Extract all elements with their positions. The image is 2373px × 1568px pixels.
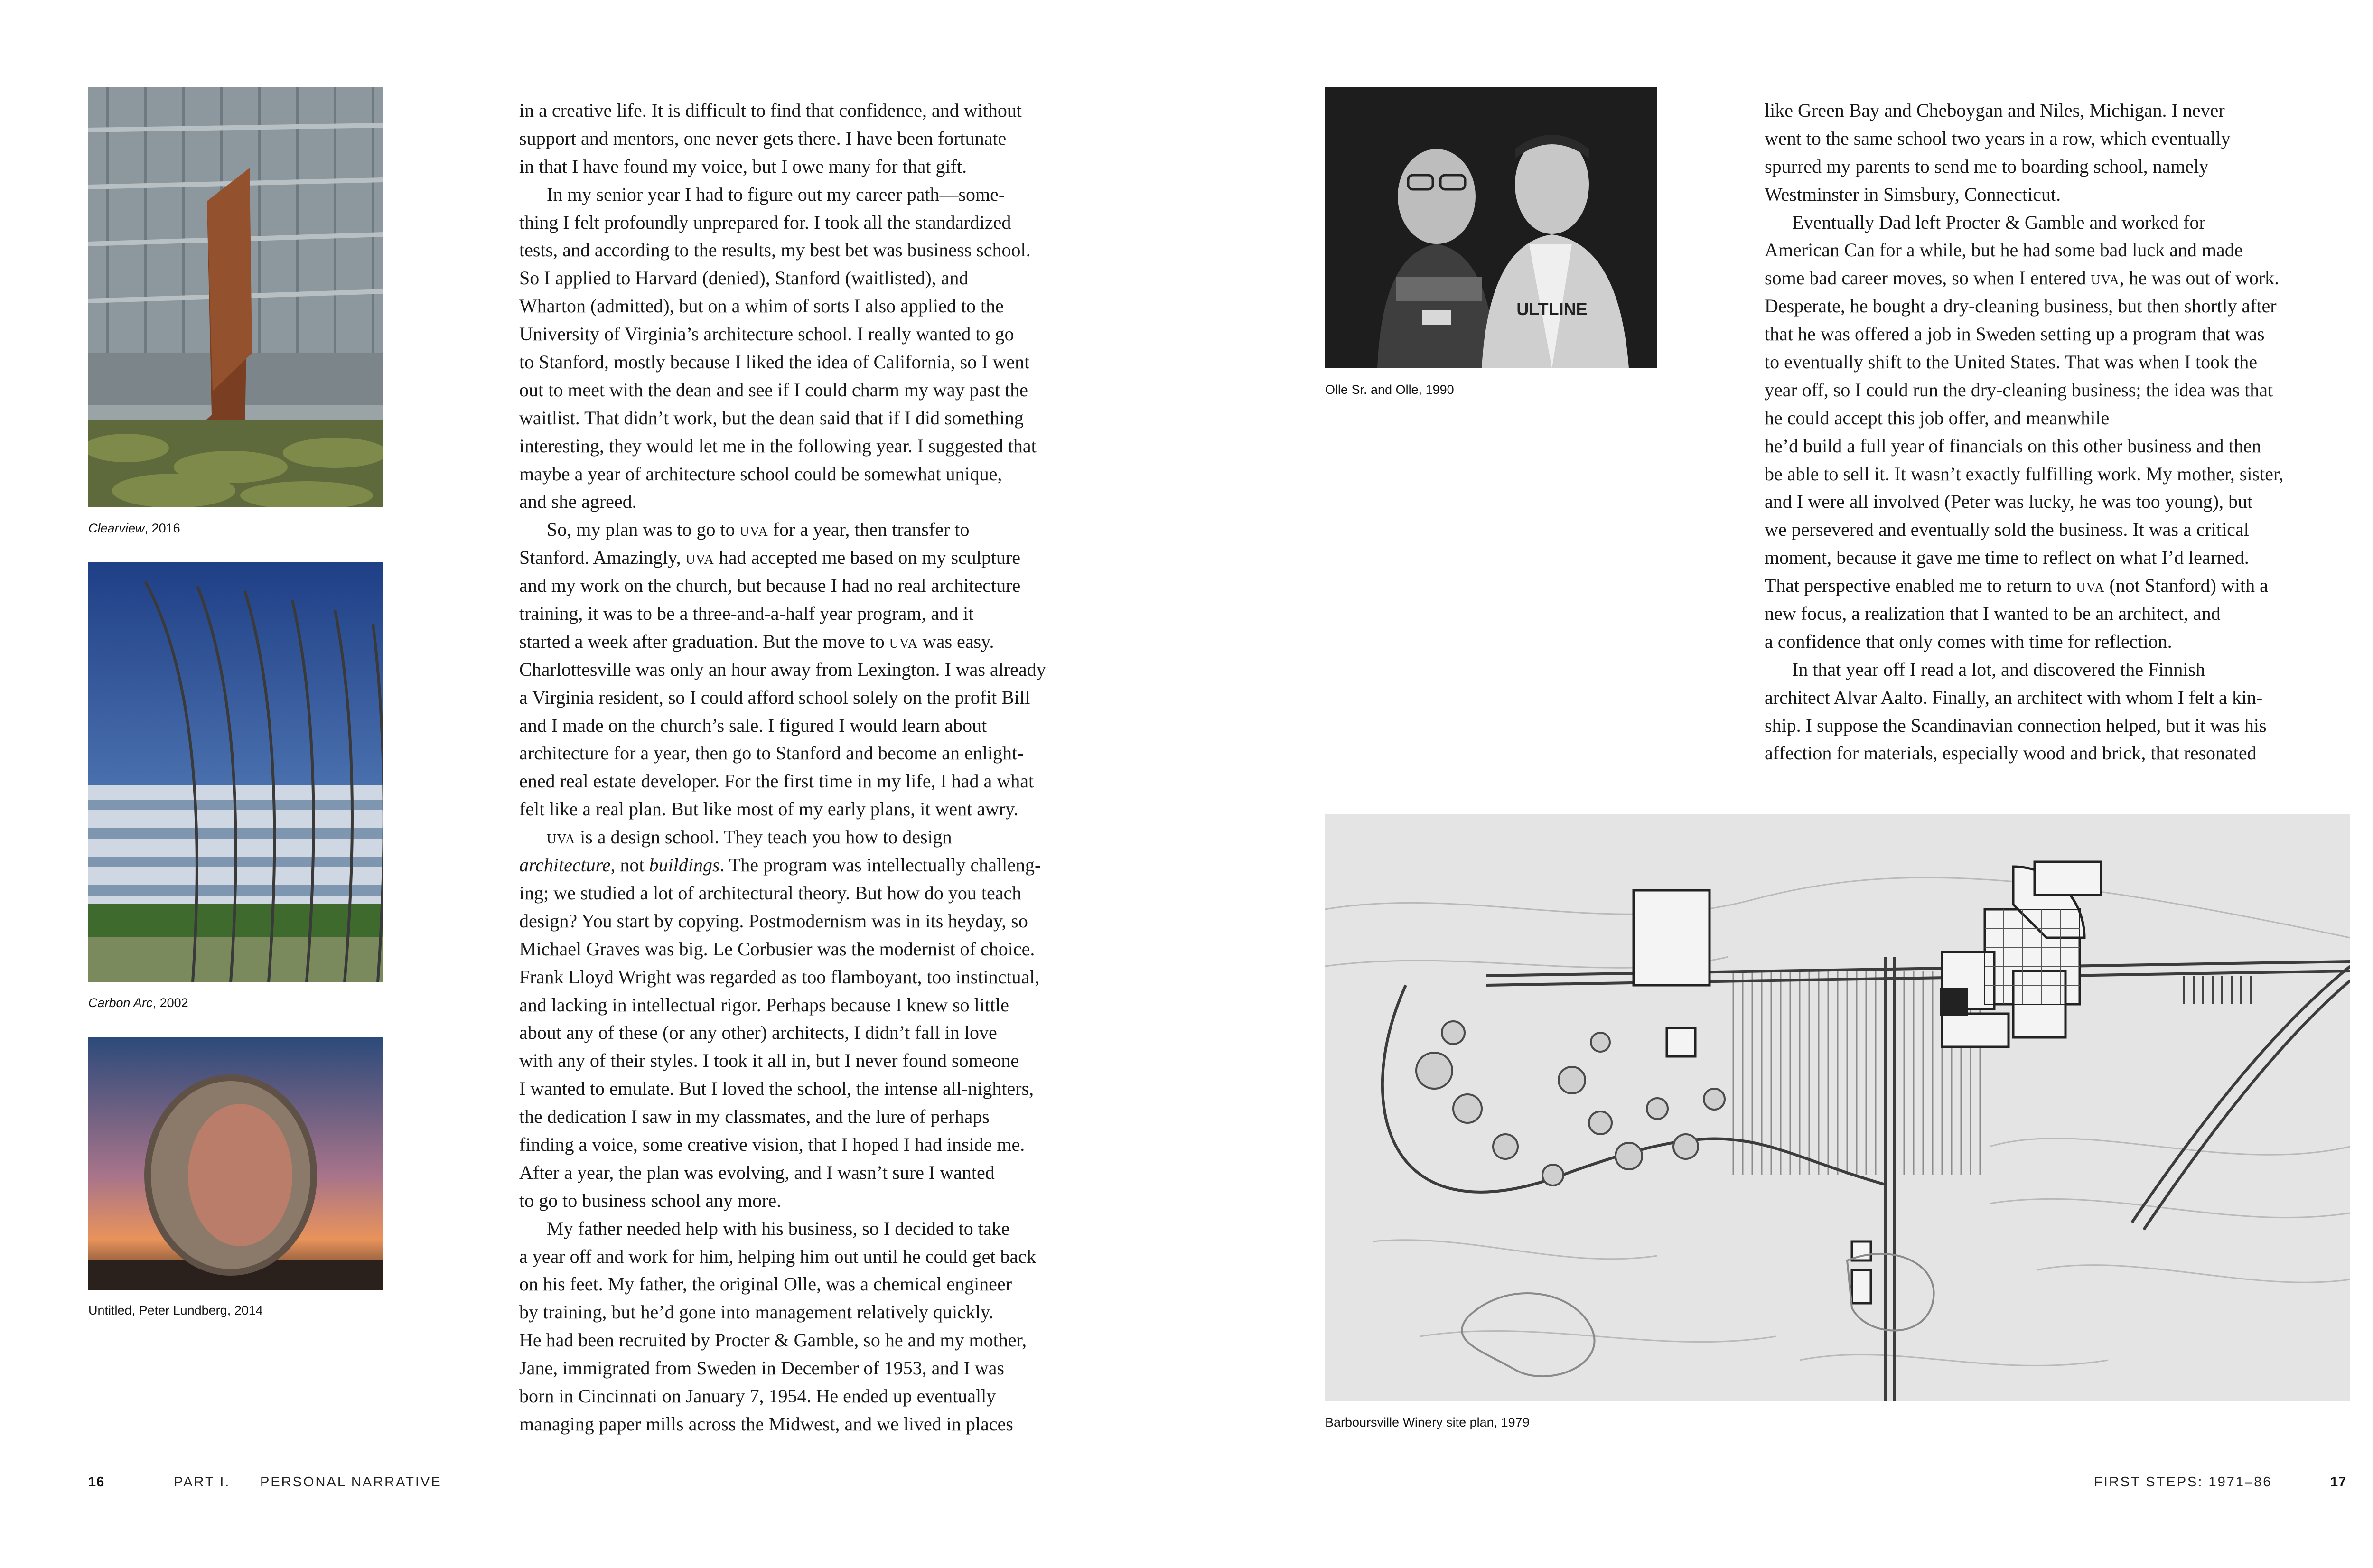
text-line: I wanted to emulate. But I loved the school, the intense all-nighters,	[519, 1078, 1034, 1100]
text-line: a Virginia resident, so I could afford school solely on the profit Bill	[519, 686, 1030, 708]
text-line: a confidence that only comes with time for reflection.	[1765, 630, 2172, 652]
text-line: affection for materials, especially wood and brick, that resonated	[1765, 742, 2257, 764]
clearview-photo-graphic	[88, 87, 383, 507]
text-line: a year off and work for him, helping him out until he could get back	[519, 1245, 1036, 1267]
text-line: In that year off I read a lot, and discovered the Finnish	[1792, 658, 2205, 680]
text-line: Eventually Dad left Procter & Gamble and worked for	[1792, 211, 2205, 233]
text-line: maybe a year of architecture school could be somewhat unique,	[519, 463, 1002, 485]
text-line: went to the same school two years in a row, which eventually	[1765, 127, 2231, 149]
text-line: he’d build a full year of financials on this other business and then	[1765, 435, 2261, 457]
carbon-arc-photo-graphic	[88, 562, 383, 982]
text-line: support and mentors, one never gets there. I have been fortunate	[519, 127, 1007, 149]
text-line: that he was offered a job in Sweden setting up a program that was	[1765, 323, 2265, 345]
text-line: Westminster in Simsbury, Connecticut.	[1765, 183, 2061, 205]
right-page-number: 17	[2330, 1475, 2347, 1490]
text-line: thing I felt profoundly unprepared for. I took all the standardized	[519, 211, 1011, 233]
text-line: the dedication I saw in my classmates, and the lure of perhaps	[519, 1106, 990, 1128]
text-line: architect Alvar Aalto. Finally, an architect with whom I felt a kin-	[1765, 686, 2263, 708]
text-line: University of Virginia’s architecture school. I really wanted to go	[519, 323, 1014, 345]
left-running-head-section: PERSONAL NARRATIVE	[260, 1475, 442, 1490]
text-line: moment, because it gave me time to reflect on what I’d learned.	[1765, 547, 2249, 569]
site-plan-caption: Barboursville Winery site plan, 1979	[1325, 1415, 1530, 1429]
carbon-arc-sculpture-photo	[88, 562, 383, 982]
clearview-caption: Clearview, 2016	[88, 521, 180, 535]
portrait-photo-graphic	[1325, 87, 1657, 368]
text-line: felt like a real plan. But like most of my early plans, it went awry.	[519, 798, 1018, 820]
left-running-head-part: PART I.	[174, 1475, 231, 1490]
text-line: like Green Bay and Cheboygan and Niles, Michigan. I never	[1765, 100, 2225, 121]
text-line: to Stanford, mostly because I liked the idea of California, so I went	[519, 351, 1030, 373]
site-plan-graphic	[1325, 814, 2350, 1401]
text-line: be able to sell it. It wasn’t exactly fulfilling work. My mother, sister,	[1765, 463, 2284, 485]
text-line: by training, but he’d gone into management relatively quickly.	[519, 1301, 994, 1323]
text-line: ship. I suppose the Scandinavian connection helped, but it was his	[1765, 714, 2267, 736]
text-line: in that I have found my voice, but I owe many for that gift.	[519, 155, 967, 177]
olle-sr-and-olle-photo	[1325, 87, 1657, 368]
text-line: to eventually shift to the United States. That was when I took the	[1765, 351, 2257, 373]
text-line: we persevered and eventually sold the business. It was a critical	[1765, 519, 2249, 541]
text-line: Stanford. Amazingly, uva had accepted me based on my sculpture	[519, 547, 1021, 569]
text-line: about any of these (or any other) architects, I didn’t fall in love	[519, 1022, 997, 1044]
text-line: Wharton (admitted), but on a whim of sorts I also applied to the	[519, 295, 1004, 317]
text-line: Michael Graves was big. Le Corbusier was the modernist of choice.	[519, 938, 1035, 960]
text-line: waitlist. That didn’t work, but the dean said that if I did something	[519, 407, 1024, 429]
text-line: he could accept this job offer, and meanwhile	[1765, 407, 2110, 429]
portrait-caption: Olle Sr. and Olle, 1990	[1325, 383, 1454, 397]
text-line: After a year, the plan was evolving, and I wasn’t sure I wanted	[519, 1161, 995, 1183]
text-line: born in Cincinnati on January 7, 1954. He ended up eventually	[519, 1385, 996, 1407]
right-running-head-section: FIRST STEPS: 1971–86	[2094, 1475, 2272, 1490]
text-line: ened real estate developer. For the first time in my life, I had a what	[519, 770, 1034, 792]
text-line: and she agreed.	[519, 491, 637, 513]
text-line: So, my plan was to go to uva for a year, then transfer to	[547, 519, 970, 541]
text-line: interesting, they would let me in the following year. I suggested that	[519, 435, 1037, 457]
text-line: year off, so I could run the dry-cleaning business; the idea was that	[1765, 379, 2273, 401]
text-line: some bad career moves, so when I entered uva, he was out of work.	[1765, 267, 2280, 289]
untitled-ring-sculpture-photo	[88, 1037, 383, 1290]
left-page-number: 16	[88, 1475, 105, 1490]
text-line: uva is a design school. They teach you how to design	[547, 826, 952, 848]
text-line: and my work on the church, but because I had no real architecture	[519, 575, 1021, 597]
clearview-sculpture-photo	[88, 87, 383, 507]
carbon-arc-caption: Carbon Arc, 2002	[88, 996, 188, 1010]
text-line: with any of their styles. I took it all in, but I never found someone	[519, 1050, 1019, 1072]
text-line: architecture, not buildings. The program was intellectually challeng-	[519, 854, 1041, 876]
right-page-body-text	[1765, 97, 2373, 767]
text-line: design? You start by copying. Postmodernism was in its heyday, so	[519, 910, 1028, 932]
text-line: on his feet. My father, the original Olle, was a chemical engineer	[519, 1273, 1012, 1295]
text-line: training, it was to be a three-and-a-half year program, and it	[519, 603, 974, 625]
untitled-caption: Untitled, Peter Lundberg, 2014	[88, 1303, 263, 1317]
text-line: and lacking in intellectual rigor. Perhaps because I knew so little	[519, 994, 1009, 1016]
text-line: architecture for a year, then go to Stanford and become an enlight-	[519, 742, 1024, 764]
text-line: new focus, a realization that I wanted to be an architect, and	[1765, 603, 2221, 625]
text-line: started a week after graduation. But the move to uva was easy.	[519, 630, 994, 652]
text-line: Jane, immigrated from Sweden in December of 1953, and I was	[519, 1357, 1004, 1379]
text-line: In my senior year I had to figure out my career path—some-	[547, 183, 1005, 205]
text-line: Charlottesville was only an hour away from Lexington. I was already	[519, 658, 1046, 680]
untitled-photo-graphic	[88, 1037, 383, 1290]
text-line: Desperate, he bought a dry-cleaning business, but then shortly after	[1765, 295, 2277, 317]
shirt-logo-text: ULTLINE	[1516, 299, 1588, 319]
text-line: managing paper mills across the Midwest, and we lived in places	[519, 1413, 1013, 1435]
text-line: So I applied to Harvard (denied), Stanford (waitlisted), and	[519, 267, 969, 289]
text-line: My father needed help with his business, so I decided to take	[547, 1217, 1010, 1239]
text-line: American Can for a while, but he had some bad luck and made	[1765, 239, 2243, 261]
text-line: to go to business school any more.	[519, 1189, 782, 1211]
text-line: out to meet with the dean and see if I could charm my way past the	[519, 379, 1028, 401]
text-line: in a creative life. It is difficult to find that confidence, and without	[519, 100, 1022, 121]
text-line: finding a voice, some creative vision, that I hoped I had inside me.	[519, 1133, 1025, 1155]
text-line: That perspective enabled me to return to uva (not Stanford) with a	[1765, 575, 2268, 597]
text-line: tests, and according to the results, my best bet was business school.	[519, 239, 1031, 261]
text-line: ing; we studied a lot of architectural theory. But how do you teach	[519, 882, 1022, 904]
text-line: spurred my parents to send me to boarding school, namely	[1765, 155, 2209, 177]
text-line: Frank Lloyd Wright was regarded as too flamboyant, too instinctual,	[519, 966, 1040, 988]
left-page-body-text	[519, 97, 1136, 1438]
text-line: and I made on the church’s sale. I figured I would learn about	[519, 714, 987, 736]
text-line: He had been recruited by Procter & Gamble, so he and my mother,	[519, 1329, 1027, 1351]
text-line: and I were all involved (Peter was lucky, he was too young), but	[1765, 491, 2253, 513]
barboursville-site-plan-drawing	[1325, 814, 2350, 1401]
